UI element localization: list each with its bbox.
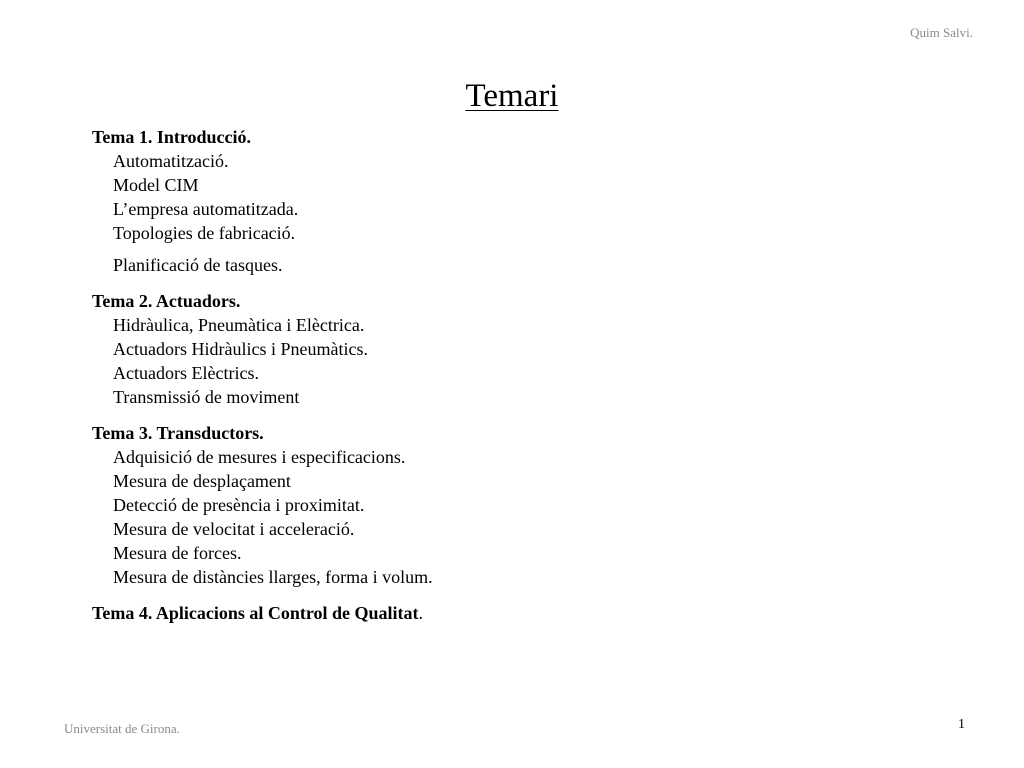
topic-item: Mesura de velocitat i acceleració.: [113, 519, 355, 539]
topic-list: [92, 149, 952, 277]
topic-list: [92, 313, 952, 409]
author-header: Quim Salvi.: [910, 25, 973, 40]
section-title-text: Tema 4. Aplicacions al Control de Qualitat: [92, 603, 419, 623]
syllabus-content: [92, 125, 952, 625]
topic-item: Mesura de distàncies llarges, forma i volum.: [113, 567, 433, 587]
topic-item: Mesura de desplaçament: [113, 471, 291, 491]
topic-item: Actuadors Hidràulics i Pneumàtics.: [113, 339, 368, 359]
page-title: Temari: [465, 78, 559, 114]
topic-list: [92, 445, 952, 589]
section-title: Tema 3. Transductors.: [92, 423, 264, 443]
topic-item: Planificació de tasques.: [113, 255, 283, 275]
topic-item: Detecció de presència i proximitat.: [113, 495, 365, 515]
topic-item: Mesura de forces.: [113, 543, 242, 563]
topic-item: L’empresa automatitzada.: [113, 199, 299, 219]
topic-item: Topologies de fabricació.: [113, 223, 296, 243]
topic-item: Adquisició de mesures i especificacions.: [113, 447, 406, 467]
section-tema-4: [92, 601, 952, 625]
page-number: 1: [958, 717, 965, 732]
footer-institution: Universitat de Girona.: [64, 721, 180, 736]
topic-item: Hidràulica, Pneumàtica i Elèctrica.: [113, 315, 365, 335]
section-title-period: .: [418, 603, 424, 623]
topic-item: Actuadors Elèctrics.: [113, 363, 259, 383]
section-tema-2: [92, 289, 952, 409]
topic-item: Transmissió de moviment: [113, 387, 300, 407]
topic-item: Model CIM: [113, 175, 199, 195]
section-tema-1: [92, 125, 952, 277]
section-title: [92, 601, 952, 625]
section-tema-3: [92, 421, 952, 589]
section-title: Tema 2. Actuadors.: [92, 291, 241, 311]
section-title: Tema 1. Introducció.: [92, 127, 252, 147]
topic-item: Automatització.: [113, 151, 229, 171]
